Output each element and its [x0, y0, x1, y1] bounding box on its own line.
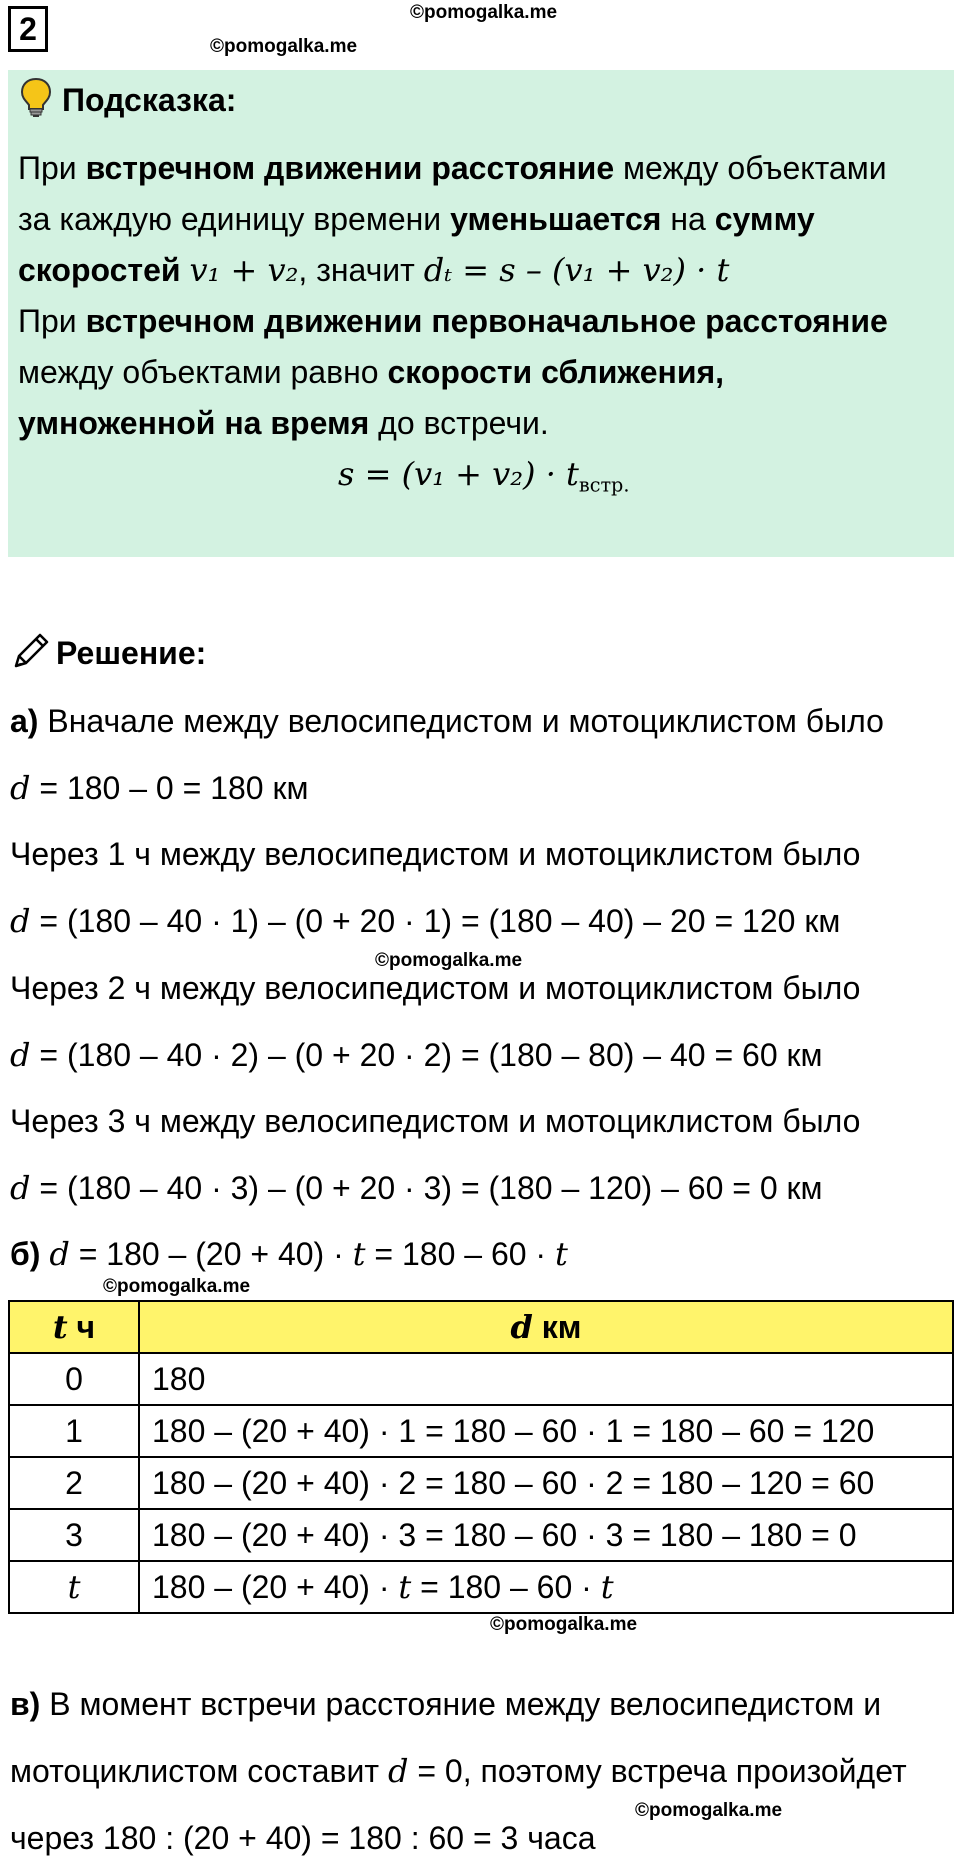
cell-d: 180 – (20 + 40) · 2 = 180 – 60 · 2 = 180 – 120 = 60 [139, 1457, 953, 1509]
hint-line-1: При встречном движении расстояние между объектами [18, 150, 887, 186]
task-number: 2 [8, 6, 48, 52]
part-c-line-3: через 180 : (20 + 40) = 180 : 60 = 3 часа [10, 1820, 596, 1856]
header-distance: d км [139, 1301, 953, 1353]
hint-line-5: между объектами равно скорости сближения, [18, 354, 725, 390]
table-row [9, 1405, 953, 1457]
hint-line-4: При встречном движении первоначальное расстояние [18, 303, 888, 339]
hint-line-3: скоростей v₁ + v₂, значит dₜ = s – (v₁ + v₂) · t [18, 251, 730, 289]
watermark: ©pomogalka.me [490, 1614, 638, 1635]
pencil-icon [10, 630, 52, 680]
part-a-intro: а) Вначале между велосипедистом и мотоциклистом было [10, 703, 884, 739]
header-time: t ч [9, 1301, 139, 1353]
distance-table [8, 1300, 954, 1614]
table-row [9, 1561, 953, 1613]
part-a-eq-0: d = 180 – 0 = 180 км [10, 769, 309, 807]
part-b-formula: б) d = 180 – (20 + 40) · t = 180 – 60 · t [10, 1235, 568, 1273]
part-a-hour-1: Через 1 ч между велосипедистом и мотоциклистом было [10, 836, 861, 872]
hint-line-6: умноженной на время до встречи. [18, 405, 549, 441]
watermark: ©pomogalka.me [103, 1276, 251, 1297]
cell-d: 180 – (20 + 40) · t = 180 – 60 · t [139, 1561, 953, 1613]
watermark: ©pomogalka.me [635, 1800, 783, 1821]
part-a-eq-2: d = (180 – 40 · 2) – (0 + 20 · 2) = (180 – 80) – 40 = 60 км [10, 1036, 823, 1074]
part-a-hour-3: Через 3 ч между велосипедистом и мотоциклистом было [10, 1103, 861, 1139]
lightbulb-icon [18, 76, 54, 126]
part-c-line-2: мотоциклистом составит d = 0, поэтому встреча произойдет [10, 1752, 907, 1790]
distance-formula: dₜ = s – (v₁ + v₂) · t [423, 251, 730, 289]
watermark: ©pomogalka.me [375, 950, 523, 971]
part-a-hour-2: Через 2 ч между велосипедистом и мотоциклистом было [10, 970, 861, 1006]
part-a-eq-3: d = (180 – 40 · 3) – (0 + 20 · 3) = (180 – 120) – 60 = 0 км [10, 1169, 823, 1207]
part-c-line-1: в) В момент встречи расстояние между велосипедистом и [10, 1686, 882, 1722]
part-a-eq-1: d = (180 – 40 · 1) – (0 + 20 · 1) = (180 – 40) – 20 = 120 км [10, 902, 841, 940]
meeting-formula: $s = (v_1 + v_2) \cdot t_{встр.}$ [338, 455, 630, 497]
hint-title: Подсказка: [62, 82, 237, 118]
hint-line-2: за каждую единицу времени уменьшается на сумму [18, 201, 815, 237]
table-header-row [9, 1301, 953, 1353]
table-row [9, 1509, 953, 1561]
watermark: ©pomogalka.me [410, 2, 558, 23]
cell-t: 1 [9, 1405, 139, 1457]
watermark: ©pomogalka.me [210, 36, 358, 57]
cell-d: 180 – (20 + 40) · 1 = 180 – 60 · 1 = 180 – 60 = 120 [139, 1405, 953, 1457]
speed-sum-formula: v₁ + v₂ [189, 251, 299, 289]
cell-t: t [9, 1561, 139, 1613]
cell-t: 3 [9, 1509, 139, 1561]
hint-box [8, 70, 954, 557]
table-row [9, 1457, 953, 1509]
cell-d: 180 – (20 + 40) · 3 = 180 – 60 · 3 = 180 – 180 = 0 [139, 1509, 953, 1561]
cell-t: 0 [9, 1353, 139, 1405]
cell-t: 2 [9, 1457, 139, 1509]
solution-title: Решение: [56, 635, 207, 671]
cell-d: 180 [139, 1353, 953, 1405]
table-row [9, 1353, 953, 1405]
